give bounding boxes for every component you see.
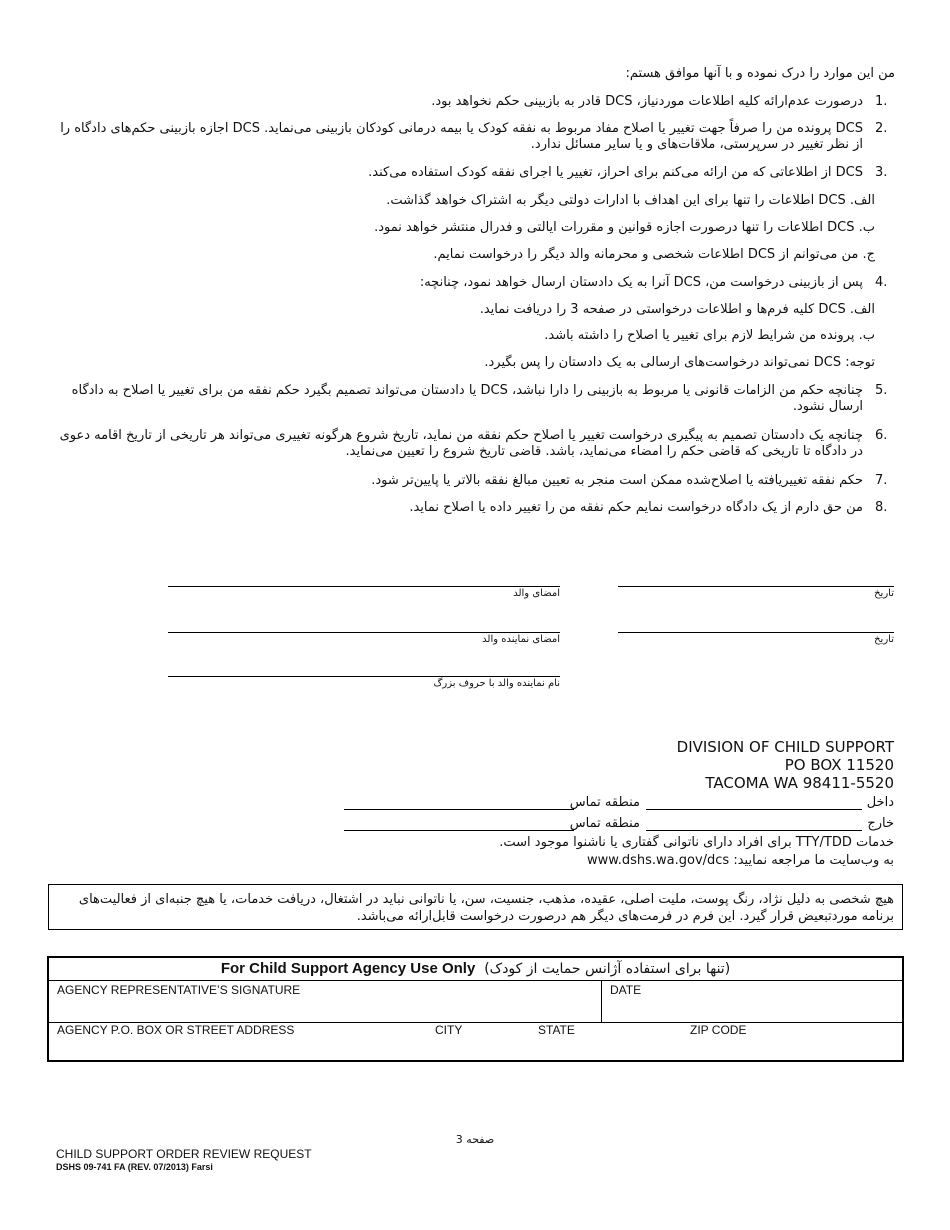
rep-signature-label: امضای نماینده والد [482, 634, 560, 645]
agency-title [49, 960, 902, 977]
outside-phone-field[interactable] [646, 829, 862, 831]
item-text: حکم نفقه تغییریافته یا اصلاح‌شده ممکن است منجر به تعیین مبالغ نفقه بالاتر یا پایین‌تر شود. [371, 473, 863, 488]
inside-phone-field[interactable] [646, 808, 862, 810]
date-label-2: تاریخ [874, 634, 894, 645]
agency-title-fa: (تنها برای استفاده آژانس حمایت از کودک) [484, 961, 731, 977]
date-label-1: تاریخ [874, 588, 894, 599]
item-number: 8. [875, 500, 888, 515]
item-number: 2. [875, 121, 888, 136]
list-item [55, 500, 895, 516]
agency-zip-label: ZIP CODE [690, 1023, 747, 1037]
rep-name-label: نام نماینده والد با حروف بزرگ [433, 678, 560, 689]
list-item [55, 121, 895, 153]
area-field-2[interactable] [344, 829, 574, 831]
list-item [55, 428, 895, 460]
area-label-1: منطقه تماس [569, 795, 640, 810]
rep-name-line[interactable] [168, 676, 560, 677]
item-number: 1. [875, 94, 888, 109]
page-number: صفحه 3 [455, 1133, 495, 1146]
agency-city-label: CITY [435, 1023, 463, 1037]
outside-label: خارج [867, 816, 894, 831]
item-text: چنانچه حکم من الزامات قانونی یا مربوط به بازبینی را دارا نباشد، DCS یا دادستان می‌تواند تصمیم بگیرد حکم نفقه من برای تغییر یا اصلاح به دادگاه ارسال نشود. [71, 383, 863, 414]
inside-label: داخل [866, 795, 894, 810]
item-number: 3. [875, 165, 888, 180]
parent-signature-label: امضای والد [513, 588, 560, 599]
tty-text: خدمات TTY/TDD برای افراد دارای ناتوانی گفتاری یا ناشنوا موجود است. [499, 835, 894, 850]
divider [49, 980, 902, 981]
website-text: به وب‌سایت ما مراجعه نمایید: www.dshs.wa.gov/dcs [587, 853, 894, 868]
agency-state-label: STATE [538, 1023, 575, 1037]
item-text: درصورت عدم‌ارائه کلیه اطلاعات موردنیاز، DCS قادر به بازبینی حکم نخواهد بود. [431, 94, 863, 109]
list-item [55, 94, 895, 110]
sub-item: ج. من می‌توانم از DCS اطلاعات شخصی و محرمانه والد دیگر را درخواست نمایم. [433, 247, 875, 262]
item-text: پس از بازبینی درخواست من، DCS آنرا به یک دادستان ارسال خواهد نمود، چنانچه: [419, 275, 863, 290]
nondiscrimination-notice: هیچ شخصی به دلیل نژاد، رنگ پوست، ملیت اصلی، عقیده، مذهب، جنسیت، سن، یا ناتوانی نباید در اشتغال، دریافت خدمات، یا هیچ جنبه‌ای از فعالیت‌های برنامه موردتبعیض قرار گیرد. این فرم در فرمت‌های دیگر هم درصورت درخواست قابل‌ارائه می‌باشد. [48, 884, 903, 930]
agency-use-box [47, 956, 904, 1062]
intro-text: من این موارد را درک نموده و با آنها موافق هستم: [625, 66, 895, 81]
note-text: توجه: DCS نمی‌تواند درخواست‌های ارسالی به یک دادستان را پس بگیرد. [484, 355, 875, 370]
address-line-2: PO BOX 11520 [784, 756, 894, 774]
item-text: DCS از اطلاعاتی که من ارائه می‌کنم برای احراز، تغییر یا اجرای نفقه کودک استفاده می‌کند. [368, 165, 863, 180]
agency-date-label: DATE [610, 983, 642, 997]
date-line-1[interactable] [618, 586, 894, 587]
item-text: من حق دارم از یک دادگاه درخواست نمایم حکم نفقه من را تغییر داده یا اصلاح نماید. [409, 500, 863, 515]
form-title: CHILD SUPPORT ORDER REVIEW REQUEST [56, 1147, 312, 1161]
address-line-1: DIVISION OF CHILD SUPPORT [676, 738, 894, 756]
list-item [55, 383, 895, 415]
agency-title-en: For Child Support Agency Use Only [220, 960, 476, 977]
list-item [55, 165, 895, 181]
list-item [55, 275, 895, 291]
area-label-2: منطقه تماس [569, 816, 640, 831]
rep-signature-line[interactable] [168, 632, 560, 633]
item-number: 5. [875, 383, 888, 398]
date-line-2[interactable] [618, 632, 894, 633]
sub-item: ب. پرونده من شرایط لازم برای تغییر یا اصلاح را داشته باشد. [544, 328, 875, 343]
area-field-1[interactable] [344, 808, 574, 810]
sub-item: الف. DCS اطلاعات را تنها برای این اهداف با ادارات دولتی دیگر به اشتراک خواهد گذاشت. [386, 193, 875, 208]
list-item [55, 473, 895, 489]
agency-signature-label: AGENCY REPRESENTATIVE’S SIGNATURE [57, 983, 301, 997]
parent-signature-line[interactable] [168, 586, 560, 587]
item-text: DCS پرونده من را صرفاً جهت تغییر یا اصلاح مفاد مربوط به نفقه کودک یا بیمه درمانی کودکان بازبینی می‌نماید. DCS اجازه بازبینی حکم‌های دادگاه را از نظر تغییر در سرپرستی، ملاقات‌های و یا سایر مسائل ندارد. [60, 121, 863, 152]
address-line-3: TACOMA WA 98411-5520 [705, 774, 894, 792]
agency-address-label: AGENCY P.O. BOX OR STREET ADDRESS [57, 1023, 295, 1037]
sub-item: الف. DCS کلیه فرم‌ها و اطلاعات درخواستی در صفحه 3 را دریافت نماید. [479, 302, 875, 317]
form-id: DSHS 09-741 FA (REV. 07/2013) Farsi [56, 1162, 213, 1172]
item-number: 7. [875, 473, 888, 488]
sub-item: ب. DCS اطلاعات را تنها درصورت اجازه قوانین و مقررات ایالتی و فدرال منتشر خواهد نمود. [374, 220, 875, 235]
item-text: چنانچه یک دادستان تصمیم به پیگیری درخواست تغییر یا اصلاح حکم نفقه من نماید، تاریخ شروع هرگونه تغییری می‌تواند هر تاریخی از تاریخ اقامه دعوی در دادگاه تا تاریخی که قاضی حکم را امضاء می‌نماید، باشد. قاضی تاریخ شروع را تعیین می‌نماید. [59, 428, 863, 459]
item-number: 4. [875, 275, 888, 290]
item-number: 6. [875, 428, 888, 443]
divider [601, 980, 602, 1022]
